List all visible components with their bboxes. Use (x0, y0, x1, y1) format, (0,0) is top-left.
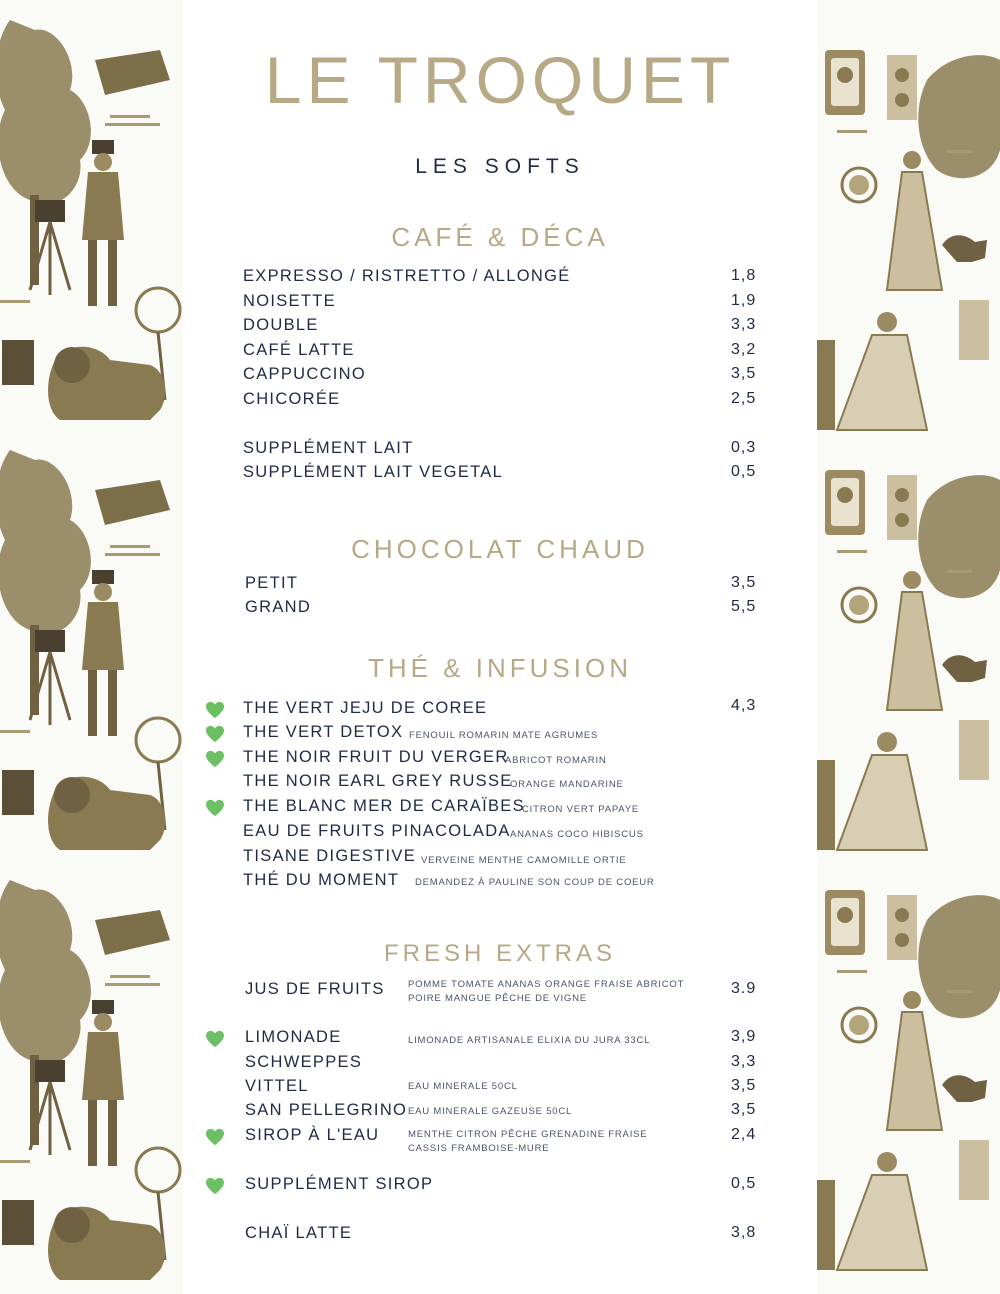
item-price: 3,9 (731, 1028, 757, 1045)
item-price: 3,5 (731, 365, 757, 382)
item-description: MENTHE CITRON PÊCHE GRENADINE FRAISE (408, 1129, 648, 1140)
menu-item (183, 748, 817, 772)
item-price: 2,4 (731, 1126, 757, 1143)
menu-item (183, 1126, 817, 1160)
item-price: 0,3 (731, 439, 757, 456)
item-name: GRAND (245, 598, 312, 616)
item-name: THÉ DU MOMENT (243, 871, 400, 889)
heart-icon (205, 1030, 225, 1048)
menu-item (183, 797, 817, 821)
item-price: 3,5 (731, 1101, 757, 1118)
item-description: ORANGE MANDARINE (510, 779, 624, 790)
item-name: SUPPLÉMENT LAIT VEGETAL (243, 463, 504, 481)
item-name: NOISETTE (243, 292, 336, 310)
menu-item (183, 439, 817, 463)
item-name: LIMONADE (245, 1028, 342, 1046)
menu-item (183, 365, 817, 389)
item-name: SAN PELLEGRINO (245, 1101, 408, 1119)
section-title-chocolat: CHOCOLAT CHAUD (351, 534, 649, 564)
toile-illustration (817, 0, 1000, 1294)
item-name: SUPPLÉMENT LAIT (243, 439, 414, 457)
menu-item (183, 463, 817, 487)
menu-item (183, 1101, 817, 1125)
item-description-line2: POIRE MANGUE PÊCHE DE VIGNE (408, 993, 587, 1004)
item-price: 2,5 (731, 390, 757, 407)
item-name: CHICORÉE (243, 390, 341, 408)
menu-item (183, 1028, 817, 1052)
heart-icon (205, 725, 225, 743)
item-price: 3,3 (731, 1053, 757, 1070)
item-price: 3,5 (731, 1077, 757, 1094)
item-description: POMME TOMATE ANANAS ORANGE FRAISE ABRICOT (408, 979, 685, 990)
menu-item (183, 341, 817, 365)
heart-icon (205, 799, 225, 817)
item-price: 3,2 (731, 341, 757, 358)
item-name: CHAÏ LATTE (245, 1224, 353, 1242)
restaurant-title: LE TROQUET (264, 43, 736, 117)
item-description: VERVEINE MENTHE CAMOMILLE ORTIE (421, 855, 627, 866)
menu-item (183, 822, 817, 846)
item-name: THE VERT DETOX (243, 723, 404, 741)
menu-item (183, 390, 817, 414)
item-description: ABRICOT ROMARIN (505, 755, 607, 766)
item-name: SCHWEPPES (245, 1053, 363, 1071)
menu-item (183, 871, 817, 895)
menu-item (183, 316, 817, 340)
menu-item (183, 267, 817, 291)
menu-item (183, 723, 817, 747)
item-name: THE BLANC MER DE CARAÏBES (243, 797, 525, 815)
item-price: 3,3 (731, 316, 757, 333)
item-name: CAFÉ LATTE (243, 341, 355, 359)
menu-item (183, 699, 817, 723)
item-price: 3.9 (731, 980, 757, 997)
toile-pattern-left (0, 0, 183, 1294)
item-name: THE VERT JEJU DE COREE (243, 699, 488, 717)
item-price: 3,8 (731, 1224, 757, 1241)
menu-item (183, 598, 817, 622)
item-price: 3,5 (731, 574, 757, 591)
item-name: DOUBLE (243, 316, 319, 334)
item-name: SIROP À L'EAU (245, 1126, 380, 1144)
item-description: EAU MINERALE GAZEUSE 50CL (408, 1106, 573, 1117)
menu-item (183, 292, 817, 316)
toile-pattern-right (817, 0, 1000, 1294)
item-name: JUS DE FRUITS (245, 980, 385, 998)
item-price: 1,8 (731, 267, 757, 284)
item-price: 0,5 (731, 1175, 757, 1192)
item-description-line2: CASSIS FRAMBOISE-MURE (408, 1143, 550, 1154)
item-description: FENOUIL ROMARIN MATE AGRUMES (409, 730, 599, 741)
item-price: 5,5 (731, 598, 757, 615)
menu-item (183, 1175, 817, 1199)
item-name: THE NOIR EARL GREY RUSSE (243, 772, 513, 790)
menu-item (183, 980, 817, 1014)
item-description: ANANAS COCO HIBISCUS (510, 829, 644, 840)
toile-illustration (0, 0, 183, 1294)
section-title-the: THÉ & INFUSION (367, 653, 632, 683)
heart-icon (205, 701, 225, 719)
menu-item (183, 1077, 817, 1101)
heart-icon (205, 750, 225, 768)
item-price: 4,3 (731, 697, 757, 714)
menu-item (183, 1053, 817, 1077)
item-price: 0,5 (731, 463, 757, 480)
item-name: THE NOIR FRUIT DU VERGER (243, 748, 509, 766)
item-description: LIMONADE ARTISANALE ELIXIA DU JURA 33CL (408, 1035, 651, 1046)
item-description: CITRON VERT PAPAYE (522, 804, 639, 815)
heart-icon (205, 1177, 225, 1195)
item-name: CAPPUCCINO (243, 365, 367, 383)
section-title-fresh: FRESH EXTRAS (383, 940, 617, 967)
item-name: SUPPLÉMENT SIROP (245, 1175, 434, 1193)
section-title-cafe: CAFÉ & DÉCA (391, 222, 609, 252)
menu-item (183, 574, 817, 598)
item-name: PETIT (245, 574, 299, 592)
item-name: VITTEL (245, 1077, 309, 1095)
item-description: EAU MINERALE 50CL (408, 1081, 518, 1092)
item-name: EAU DE FRUITS PINACOLADA (243, 822, 511, 840)
item-price: 1,9 (731, 292, 757, 309)
item-name: TISANE DIGESTIVE (243, 847, 416, 865)
menu-page (183, 0, 817, 1294)
menu-item (183, 1224, 817, 1248)
heart-icon (205, 1128, 225, 1146)
item-description: DEMANDEZ À PAULINE SON COUP DE COEUR (415, 877, 655, 888)
menu-item (183, 772, 817, 796)
menu-subtitle: LES SOFTS (415, 155, 585, 178)
item-name: EXPRESSO / RISTRETTO / ALLONGÉ (243, 267, 571, 285)
menu-item (183, 847, 817, 871)
